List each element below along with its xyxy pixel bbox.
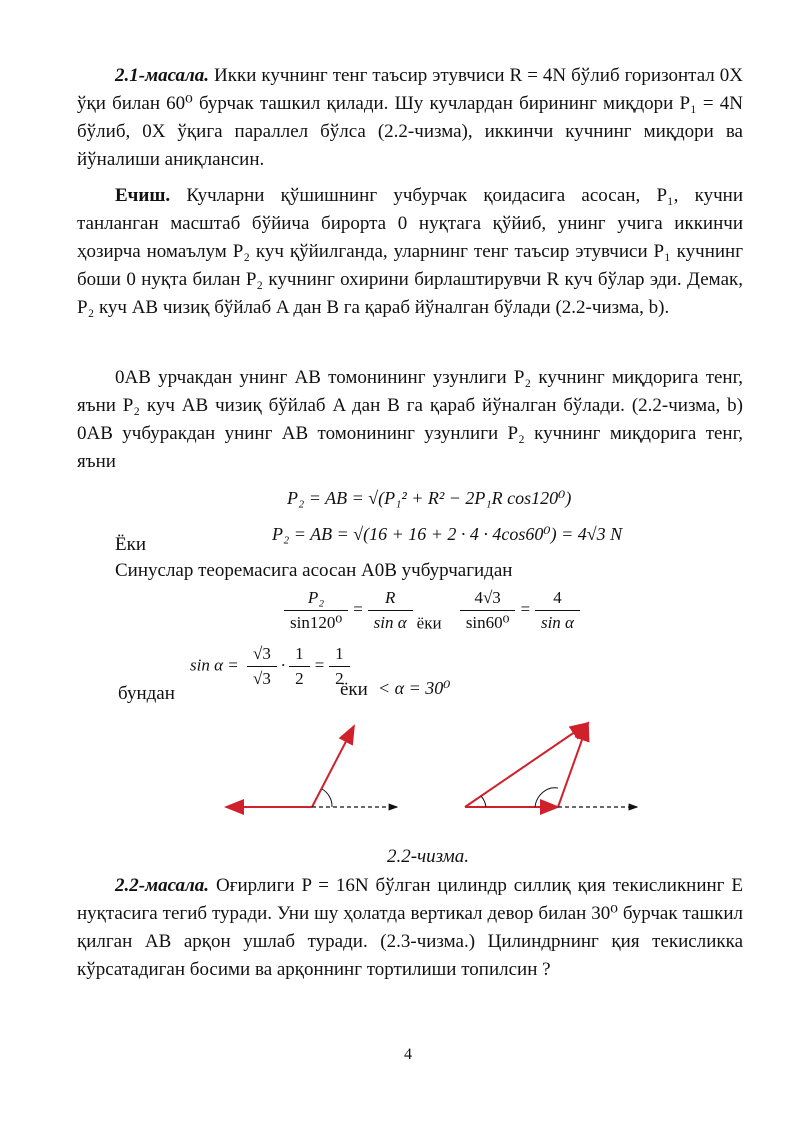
problem-2-2 — [77, 872, 743, 984]
or-label: Ёки — [115, 534, 147, 555]
fraction-one-half: $\frac{1}{2}$ — [289, 644, 310, 689]
fraction-4-sinalpha: $\frac{4}{\text{sin α}}$ — [535, 588, 580, 633]
figure-caption: 2.2-чизма. — [387, 846, 469, 867]
angle-arc-b1 — [481, 796, 486, 807]
or-label-2: ёки — [416, 613, 442, 633]
fraction-4sqrt3-sin60: $\frac{4√3}{\text{sin60⁰}}$ — [460, 588, 516, 633]
problem-2-1-label: 2.1-масала. — [115, 65, 210, 86]
force-r-arrow-b — [465, 723, 588, 807]
solution-text-1: Кучларни қўшишнинг учбурчак қоидасига асосан, P₁, кучни танланган масштаб бўйича бирорта 0 нуқтага қўйиб, унинг учига иккинчи ҳозирча номаълум P₂ куч қўйилганда, уларнинг тенг таъсир этувчиси P₁ кучнинг боши 0 нуқта билан P₂ кучнинг охирини бирлаштирувчи R куч бўлар эди. Демак, P₂ куч AB чизиқ бўйлаб A дан B га қараб йўналган бўлади (2.2-чизма, b). — [77, 185, 743, 318]
alpha-result: < α = 30⁰ — [378, 678, 451, 698]
force-r-arrow — [312, 726, 354, 807]
force-p2-arrow-b — [558, 723, 588, 807]
or-label-3: ёки — [340, 679, 368, 700]
solution-paragraph-1 — [77, 182, 743, 322]
formula-p2-value: P₂ = AB = √(16 + 16 + 2 · 4 · 4cos60⁰) = 4√3 N — [272, 524, 623, 544]
formula-law-of-cosines: P₂ = AB = √(P₁² + R² − 2P₁R cos120⁰) — [287, 488, 572, 508]
sin-alpha-formula: sin α = $\frac{√3}{√3}$ · $\frac{1}{2}$ = $\frac{1}{2}$ — [190, 644, 354, 689]
fraction-one-half-result: $\frac{1}{2}$ — [329, 644, 350, 689]
solution-text-2: 0AB урчакдан унинг AB томонининг узунлиги P₂ кучнинг миқдорига тенг, яъни P₂ куч AB чизиқ бўйлаб A дан B га қараб йўналган бўлади. (2.2-чизма, b) 0AB учбуракдан унинг AB томонининг узунлиги P₂ кучнинг миқдорига тенг, яъни — [77, 367, 743, 472]
solution-paragraph-2 — [77, 364, 743, 476]
fraction-r-sinalpha: $\frac{R}{\text{sin α}}$ — [368, 588, 413, 633]
problem-2-1-text: Икки кучнинг тенг таъсир этувчиси R = 4N бўлиб горизонтал 0X ўқи билан 60⁰ бурчак ташкил қилади. Шу кучлардан бирининг миқдори P₁ = 4N бўлиб, 0X ўқига параллел бўлса (2.2-чизма), иккинчи кучнинг миқдори ва йўналиши аниқлансин. — [77, 65, 743, 170]
page-number: 4 — [404, 1046, 412, 1063]
figure-2-2-b — [465, 723, 637, 807]
problem-2-2-text: Оғирлиги P = 16N бўлган цилиндр силлиқ қия текисликнинг E нуқтасига тегиб туради. Уни шу ҳолатда вертикал девор билан 30⁰ бурчак ташкил қилган AB арқон ушлаб туради. (2.3-чизма.) Цилиндрнинг қия текисликка кўрсатадиган босими ва арқоннинг тортилиши топилсин ? — [77, 875, 744, 980]
problem-2-2-label: 2.2-масала. — [115, 875, 210, 896]
fraction-p2-sin120: $\frac{\text{P₂}}{\text{sin120⁰}}$ — [284, 588, 348, 633]
problem-2-1 — [77, 62, 743, 174]
figure-2-2 — [0, 718, 800, 828]
sine-ratio-formula: $\frac{\text{P₂}}{\text{sin120⁰}}$ = $\frac{R}{\text{sin α}}$ ёки $\frac{4√3}{\text{sin60⁰}}$ = $\frac{4}{\text{sin α}}$ — [280, 588, 584, 633]
bundan-label: бундан — [118, 683, 175, 704]
angle-arc-b2 — [535, 788, 558, 807]
fraction-sqrt3: $\frac{√3}{√3}$ — [247, 644, 277, 689]
figure-2-2-a — [226, 726, 397, 807]
solution-label: Ечиш. — [115, 185, 171, 206]
angle-arc — [322, 789, 332, 807]
sines-theorem-intro: Синуслар теоремасига асосан A0B учбурчагидан — [115, 560, 513, 581]
